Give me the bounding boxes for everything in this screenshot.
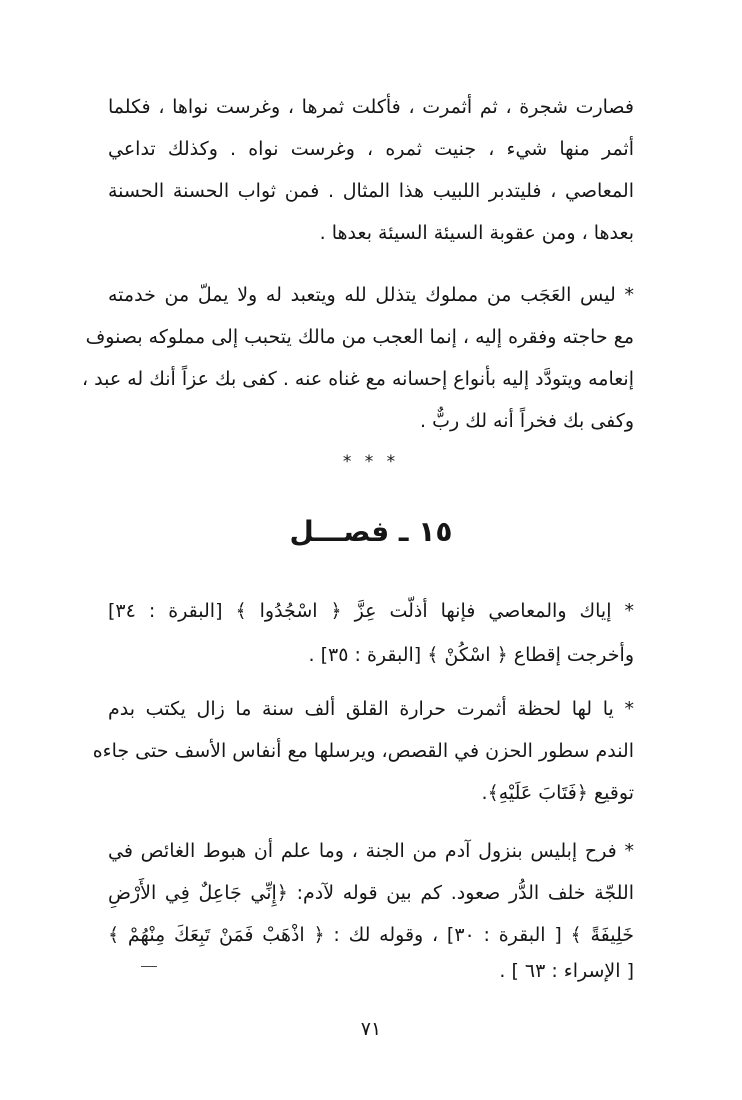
section-separator: * * * [342,452,400,472]
paragraph-2-line-1: * ليس العَجَب من مملوك يتذلل لله ويتعبد له ولا يملّ من خدمته [108,284,634,306]
paragraph-3-line-2: وأخرجت إقطاع ﴿ اسْكُنْ ﴾ [البقرة : ٣٥] . [308,644,634,666]
paragraph-5-line-4: [ الإسراء : ٦٣ ] . [499,960,634,982]
section-heading: ١٥ ـ فصـــل [289,515,453,548]
paragraph-2-line-2: مع حاجته وفقره إليه ، إنما العجب من مالك يتحبب إلى مملوكه بصنوف [85,326,634,348]
print-mark [141,966,157,967]
paragraph-1-line-2: أثمر منها شيء ، جنيت ثمره ، وغرست نواه . وكذلك تداعي [108,138,634,160]
paragraph-1-line-3: المعاصي ، فليتدبر اللبيب هذا المثال . فمن ثواب الحسنة الحسنة [108,180,634,202]
paragraph-5-line-1: * فرح إبليس بنزول آدم من الجنة ، وما علم أن هبوط الغائص في [108,840,634,862]
paragraph-1-line-1: فصارت شجرة ، ثم أثمرت ، فأكلت ثمرها ، وغرست نواها ، فكلما [108,96,634,118]
paragraph-4-line-3: توقيع ﴿فَتَابَ عَلَيْهِ﴾. [481,782,634,804]
paragraph-2-line-4: وكفى بك فخراً أنه لك ربٌّ . [420,410,634,432]
paragraph-4-line-1: * يا لها لحظة أثمرت حرارة القلق ألف سنة ما زال يكتب بدم [108,698,634,720]
paragraph-2-line-3: إنعامه ويتودَّد إليه بأنواع إحسانه مع غناه عنه . كفى بك عزاً أنك له عبد ، [81,368,634,390]
paragraph-5-line-2: اللجّة خلف الدُّر صعود. كم بين قوله لآدم: ﴿إِنِّي جَاعِلٌ فِي الأَرْضِ [108,882,634,904]
page-number: ٧١ [360,1018,382,1040]
paragraph-4-line-2: الندم سطور الحزن في القصص، ويرسلها مع أنفاس الأسف حتى جاءه [92,740,634,762]
paragraph-3-line-1: * إياك والمعاصي فإنها أذلّت عِزَّ ﴿ اسْجُدُوا ﴾ [البقرة : ٣٤] [108,600,634,622]
paragraph-5-line-3: خَلِيفَةً ﴾ [ البقرة : ٣٠] ، وقوله لك : ﴿ اذْهَبْ فَمَنْ تَبِعَكَ مِنْهُمْ ﴾ [108,924,635,946]
paragraph-1-line-4: بعدها ، ومن عقوبة السيئة السيئة بعدها . [319,222,634,244]
